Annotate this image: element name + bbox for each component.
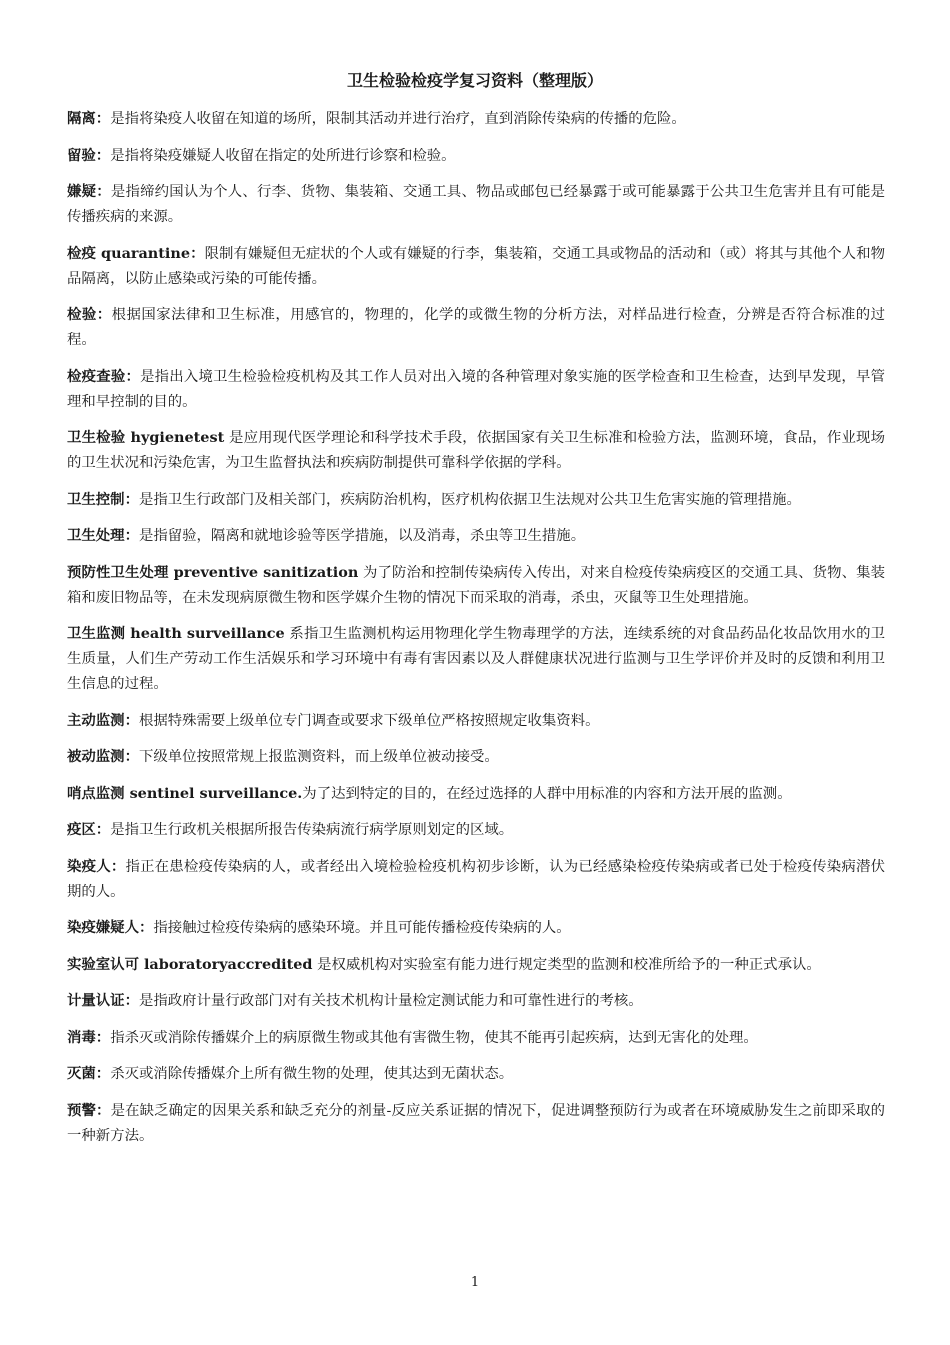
page-number: 1 bbox=[470, 1275, 480, 1290]
definition-text: 根据国家法律和卫生标准，用感官的，物理的，化学的或微生物的分析方法，对样品进行检查，分辨是否符合标准的过程。 bbox=[67, 307, 885, 348]
definition-entry bbox=[67, 523, 885, 549]
definition-term: 卫生监测 health surveillance bbox=[67, 625, 285, 642]
definition-text: 是权威机构对实验室有能力进行规定类型的监测和校准所给予的一种正式承认。 bbox=[312, 956, 821, 973]
definition-entry bbox=[67, 952, 885, 978]
definition-term: 检疫查验： bbox=[67, 367, 141, 385]
document-title: 卫生检验检疫学复习资料（整理版） bbox=[346, 71, 603, 90]
definition-text: 是指留验，隔离和就地诊验等医学措施，以及消毒，杀虫等卫生措施。 bbox=[138, 528, 586, 544]
definition-term: 卫生处理： bbox=[67, 527, 139, 544]
definition-entry bbox=[67, 560, 885, 611]
definition-term: 染疫嫌疑人： bbox=[67, 919, 154, 936]
definition-entry bbox=[67, 106, 885, 132]
definition-text: 是应用现代医学理论和科学技术手段，依据国家有关卫生标准和检验方法，监测环境，食品，作业现场的卫生状况和污染危害，为卫生监督执法和疾病防制提供可靠科学依据的学科。 bbox=[67, 430, 885, 471]
definition-term: 检疫 quarantine： bbox=[67, 244, 205, 262]
definition-text: 是指卫生行政部门及相关部门，疾病防治机构，医疗机构依据卫生法规对公共卫生危害实施的管理措施。 bbox=[138, 491, 801, 508]
definition-term: 实验室认可 laboratoryaccredited bbox=[67, 955, 313, 973]
definition-list bbox=[67, 106, 885, 1159]
definition-text: 系指卫生监测机构运用物理化学生物毒理学的方法，连续系统的对食品药品化妆品饮用水的卫生质量，人们生产劳动工作生活娱乐和学习环境中有毒有害因素以及人群健康状况进行监测与卫生学评价并及时的反馈和利用卫生信息的过程。 bbox=[67, 626, 886, 692]
definition-entry bbox=[67, 1061, 885, 1087]
definition-entry bbox=[67, 854, 885, 905]
definition-text: 是指卫生行政机关根据所报告传染病流行病学原则划定的区域。 bbox=[110, 822, 514, 838]
definition-text: 指杀灭或消除传播媒介上的病原微生物或其他有害微生物，使其不能再引起疾病，达到无害化的处理。 bbox=[110, 1029, 758, 1046]
definition-text: 杀灭或消除传播媒介上所有微生物的处理，使其达到无菌状态。 bbox=[110, 1066, 514, 1082]
definition-entry bbox=[67, 915, 885, 941]
definition-term: 消毒： bbox=[67, 1028, 111, 1046]
definition-text: 是在缺乏确定的因果关系和缺乏充分的剂量-反应关系证据的情况下，促进调整预防行为或者在环境威胁发生之前即采取的一种新方法。 bbox=[67, 1102, 885, 1144]
definition-text: 指接触过检疫传染病的感染环境。并且可能传播检疫传染病的人。 bbox=[153, 920, 571, 936]
definition-text: 下级单位按照常规上报监测资料，而上级单位被动接受。 bbox=[138, 749, 499, 765]
definition-term: 疫区： bbox=[67, 821, 111, 838]
definition-entry bbox=[67, 487, 885, 513]
definition-entry bbox=[67, 1025, 885, 1051]
definition-entry bbox=[67, 241, 885, 292]
definition-entry bbox=[67, 302, 885, 353]
definition-entry bbox=[67, 708, 885, 734]
definition-term: 检验： bbox=[67, 306, 112, 323]
definition-text: 是指出入境卫生检验检疫机构及其工作人员对出入境的各种管理对象实施的医学检查和卫生检查，达到早发现，早管理和早控制的目的。 bbox=[67, 368, 885, 410]
definition-term: 嫌疑： bbox=[67, 183, 111, 200]
definition-entry bbox=[67, 988, 885, 1014]
definition-text: 指正在患检疫传染病的人，或者经出入境检验检疫机构初步诊断，认为已经感染检疫传染病或者已处于检疫传染病潜伏期的人。 bbox=[67, 858, 885, 900]
definition-text: 是指将染疫嫌疑人收留在指定的处所进行诊察和检验。 bbox=[110, 147, 456, 164]
definition-text: 是指将染疫人收留在知道的场所，限制其活动并进行治疗，直到消除传染病的传播的危险。 bbox=[110, 111, 686, 127]
definition-text: 是指政府计量行政部门对有关技术机构计量检定测试能力和可靠性进行的考核。 bbox=[138, 993, 643, 1009]
definition-entry bbox=[67, 817, 885, 843]
definition-text: 限制有嫌疑但无症状的个人或有嫌疑的行李，集装箱，交通工具或物品的活动和（或）将其与其他个人和物品隔离，以防止感染或污染的可能传播。 bbox=[67, 245, 885, 287]
definition-term: 灭菌： bbox=[67, 1065, 111, 1082]
definition-term: 预警： bbox=[67, 1101, 111, 1119]
definition-term: 预防性卫生处理 preventive sanitization bbox=[67, 563, 359, 581]
definition-term: 主动监测： bbox=[67, 711, 139, 729]
definition-text: 是指缔约国认为个人、行李、货物、集装箱、交通工具、物品或邮包已经暴露于或可能暴露于公共卫生危害并且有可能是传播疾病的来源。 bbox=[67, 184, 885, 225]
definition-term: 染疫人： bbox=[67, 857, 126, 875]
definition-text: 为了防治和控制传染病传入传出，对来自检疫传染病疫区的交通工具、货物、集装箱和废旧物品等，在未发现病原微生物和医学媒介生物的情况下而采取的消毒，杀虫，灭鼠等卫生处理措施。 bbox=[67, 564, 886, 606]
definition-term: 卫生检验 hygienetest bbox=[67, 429, 225, 446]
definition-text: 根据特殊需要上级单位专门调查或要求下级单位严格按照规定收集资料。 bbox=[138, 712, 600, 729]
definition-entry bbox=[67, 425, 885, 476]
definition-term: 被动监测： bbox=[67, 748, 139, 765]
definition-text: 为了达到特定的目的，在经过选择的人群中用标准的内容和方法开展的监测。 bbox=[302, 785, 792, 802]
definition-term: 计量认证： bbox=[67, 992, 139, 1009]
definition-entry bbox=[67, 143, 885, 169]
definition-entry bbox=[67, 179, 885, 230]
definition-term: 卫生控制： bbox=[67, 490, 139, 508]
definition-entry bbox=[67, 364, 885, 415]
definition-term: 哨点监测 sentinel surveillance. bbox=[67, 784, 303, 802]
definition-term: 隔离： bbox=[67, 110, 111, 127]
definition-entry bbox=[67, 1098, 885, 1149]
definition-entry bbox=[67, 781, 885, 807]
definition-entry bbox=[67, 744, 885, 770]
definition-entry bbox=[67, 621, 885, 697]
definition-term: 留验： bbox=[67, 146, 111, 164]
